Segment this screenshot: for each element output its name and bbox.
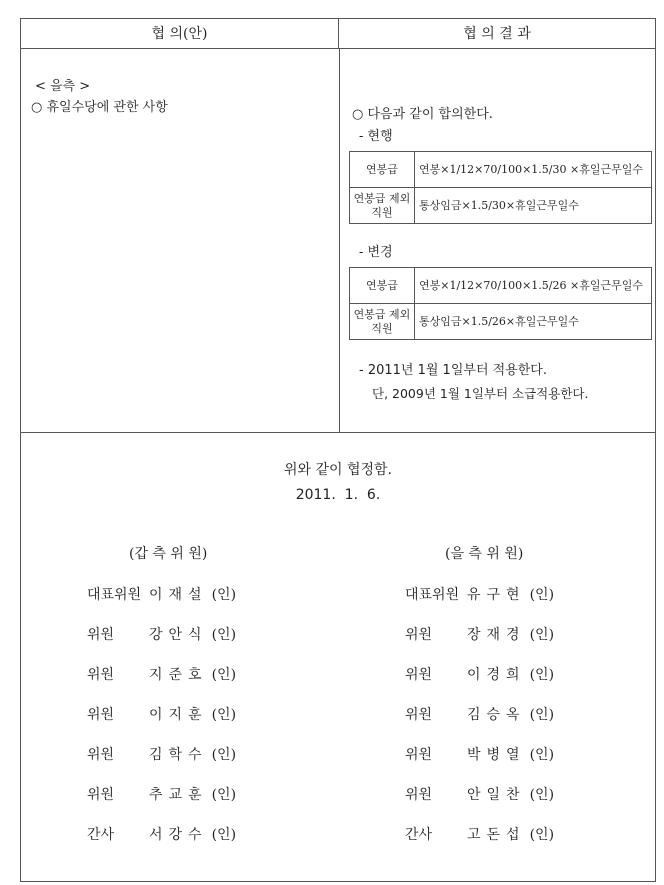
table-row: [350, 188, 652, 224]
signature-role: 위원: [405, 627, 433, 643]
table-cell-value: 연봉×1/12×70/100×1.5/30 ×휴일근무일수: [415, 152, 652, 188]
signature-name: 강안식: [149, 627, 208, 643]
table-cell-key: 연봉급 제외직원: [350, 188, 415, 224]
signature-role: 대표위원: [87, 587, 142, 603]
signature-name: 유구현: [467, 587, 526, 603]
changed-pay-table: [349, 267, 652, 340]
result-agree: ○ 다음과 같이 합의한다.: [352, 107, 493, 122]
seal-mark: (인): [529, 587, 555, 603]
signature-role: 위원: [405, 747, 433, 763]
signature-row: [405, 744, 554, 764]
signature-name: 김학수: [149, 747, 208, 763]
table-cell-value: 통상임금×1.5/30×휴일근무일수: [415, 188, 652, 224]
signature-name: 고돈섭: [467, 827, 526, 843]
signature-name: 박병열: [467, 747, 526, 763]
proposal-item: ○ 휴일수당에 관한 사항: [31, 100, 168, 115]
signature-name: 김승옥: [467, 707, 526, 723]
header-proposal: 협 의(안): [21, 19, 339, 49]
conclusion-date: 2011. 1. 6.: [295, 487, 381, 503]
table-cell-value: 통상임금×1.5/26×휴일근무일수: [415, 304, 652, 340]
table-row: [350, 268, 652, 304]
current-pay-table: [349, 151, 652, 224]
signature-row: [405, 584, 554, 604]
seal-mark: (인): [211, 787, 237, 803]
signature-role: 위원: [405, 667, 433, 683]
signature-row: [87, 584, 236, 604]
signature-name: 이경희: [467, 667, 526, 683]
signature-row: [87, 784, 236, 804]
table-row: [350, 152, 652, 188]
seal-mark: (인): [529, 827, 555, 843]
signature-role: 위원: [87, 667, 115, 683]
table-cell-key: 연봉급 제외직원: [350, 304, 415, 340]
signature-row: [405, 704, 554, 724]
signature-role: 대표위원: [405, 587, 460, 603]
signature-role: 위원: [87, 747, 115, 763]
seal-mark: (인): [529, 747, 555, 763]
signature-row: [87, 664, 236, 684]
signature-row: [87, 824, 236, 844]
seal-mark: (인): [211, 827, 237, 843]
column-divider: [339, 49, 340, 432]
seal-mark: (인): [211, 707, 237, 723]
seal-mark: (인): [529, 667, 555, 683]
result-apply: - 2011년 1월 1일부터 적용한다.: [359, 363, 548, 378]
signature-name: 안일찬: [467, 787, 526, 803]
seal-mark: (인): [211, 627, 237, 643]
right-party-title: (을 측 위 원): [445, 546, 524, 562]
signature-role: 간사: [87, 827, 115, 843]
signature-row: [405, 784, 554, 804]
signature-row: [87, 704, 236, 724]
signature-role: 간사: [405, 827, 433, 843]
seal-mark: (인): [211, 747, 237, 763]
signature-name: 장재경: [467, 627, 526, 643]
seal-mark: (인): [211, 667, 237, 683]
signature-row: [405, 624, 554, 644]
signature-role: 위원: [87, 627, 115, 643]
signature-row: [87, 624, 236, 644]
table-cell-key: 연봉급: [350, 268, 415, 304]
agreement-document: [20, 18, 656, 882]
signature-role: 위원: [87, 707, 115, 723]
seal-mark: (인): [529, 787, 555, 803]
signature-role: 위원: [405, 707, 433, 723]
signature-row: [87, 744, 236, 764]
seal-mark: (인): [529, 627, 555, 643]
left-party-title: (갑 측 위 원): [129, 546, 208, 562]
conclusion-statement: 위와 같이 협정함.: [283, 462, 393, 478]
signature-row: [405, 824, 554, 844]
result-changed-label: - 변경: [359, 245, 393, 260]
result-retro: 단, 2009년 1월 1일부터 소급적용한다.: [372, 386, 589, 401]
proposal-party: < 을측 >: [35, 79, 91, 94]
seal-mark: (인): [529, 707, 555, 723]
result-current-label: - 현행: [359, 129, 393, 144]
signature-name: 이재설: [149, 587, 208, 603]
table-row: [350, 304, 652, 340]
table-cell-key: 연봉급: [350, 152, 415, 188]
signature-name: 지준호: [149, 667, 208, 683]
signature-name: 추교훈: [149, 787, 208, 803]
signature-role: 위원: [405, 787, 433, 803]
table-cell-value: 연봉×1/12×70/100×1.5/26 ×휴일근무일수: [415, 268, 652, 304]
header-result: 협 의 결 과: [339, 19, 655, 49]
signature-name: 서강수: [149, 827, 208, 843]
signature-row: [405, 664, 554, 684]
seal-mark: (인): [211, 587, 237, 603]
signature-name: 이지훈: [149, 707, 208, 723]
section-divider: [21, 432, 655, 433]
signature-role: 위원: [87, 787, 115, 803]
